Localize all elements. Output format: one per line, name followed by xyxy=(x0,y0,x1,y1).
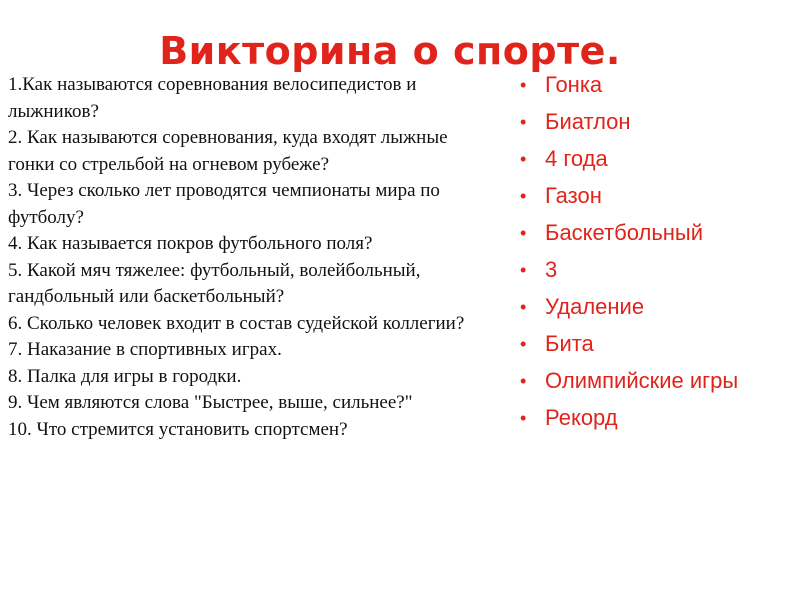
question-item: 7. Наказание в спортивных играх. xyxy=(8,339,282,360)
answer-item xyxy=(520,220,790,247)
answer-text: 4 года xyxy=(545,146,608,171)
answer-text: Газон xyxy=(545,183,602,208)
questions-list xyxy=(8,72,478,443)
bullet-icon: • xyxy=(520,260,527,280)
bullet-icon: • xyxy=(520,186,527,206)
bullet-icon: • xyxy=(520,75,527,95)
answer-text: Олимпийские игры xyxy=(545,368,739,393)
answer-text: Бита xyxy=(545,331,594,356)
question-item: 9. Чем являются слова "Быстрее, выше, сильнее?" xyxy=(8,392,413,413)
slide-title: Викторина о спорте. xyxy=(159,29,621,74)
question-item: 1.Как называются соревнования велосипедистов и лыжников? xyxy=(8,74,417,122)
bullet-icon: • xyxy=(520,334,527,354)
question-item: 10. Что стремится установить спортсмен? xyxy=(8,418,348,440)
answer-item xyxy=(520,72,790,99)
answer-text: Биатлон xyxy=(545,109,631,134)
bullet-icon: • xyxy=(520,371,527,391)
answer-item xyxy=(520,368,790,395)
bullet-icon: • xyxy=(520,297,527,317)
bullet-icon: • xyxy=(520,223,527,243)
answer-item xyxy=(520,146,790,173)
answer-item xyxy=(520,109,790,136)
answer-text: Рекорд xyxy=(545,405,618,430)
answer-text: 3 xyxy=(545,257,558,282)
answer-item xyxy=(520,257,790,284)
bullet-icon: • xyxy=(520,149,527,169)
bullet-icon: • xyxy=(520,112,527,132)
answer-item xyxy=(520,405,790,432)
question-item: 8. Палка для игры в городки. xyxy=(8,365,242,387)
question-item: 6. Сколько человек входит в состав судейской коллегии? xyxy=(8,312,465,334)
question-item: 2. Как называются соревнования, куда входят лыжные гонки со стрельбой на огневом рубеже? xyxy=(8,127,448,175)
question-item: 3. Через сколько лет проводятся чемпионаты мира по футболу? xyxy=(8,180,440,228)
answer-item xyxy=(520,331,790,358)
answers-list xyxy=(520,72,790,442)
bullet-icon: • xyxy=(520,408,527,428)
question-item: 4. Как называется покров футбольного поля? xyxy=(8,233,373,254)
answer-text: Гонка xyxy=(545,72,603,97)
answer-item xyxy=(520,183,790,210)
answer-text: Удаление xyxy=(545,294,645,319)
answer-text: Баскетбольный xyxy=(545,220,704,245)
question-item: 5. Какой мяч тяжелее: футбольный, волейбольный, гандбольный или баскетбольный? xyxy=(8,259,421,307)
answer-item xyxy=(520,294,790,321)
